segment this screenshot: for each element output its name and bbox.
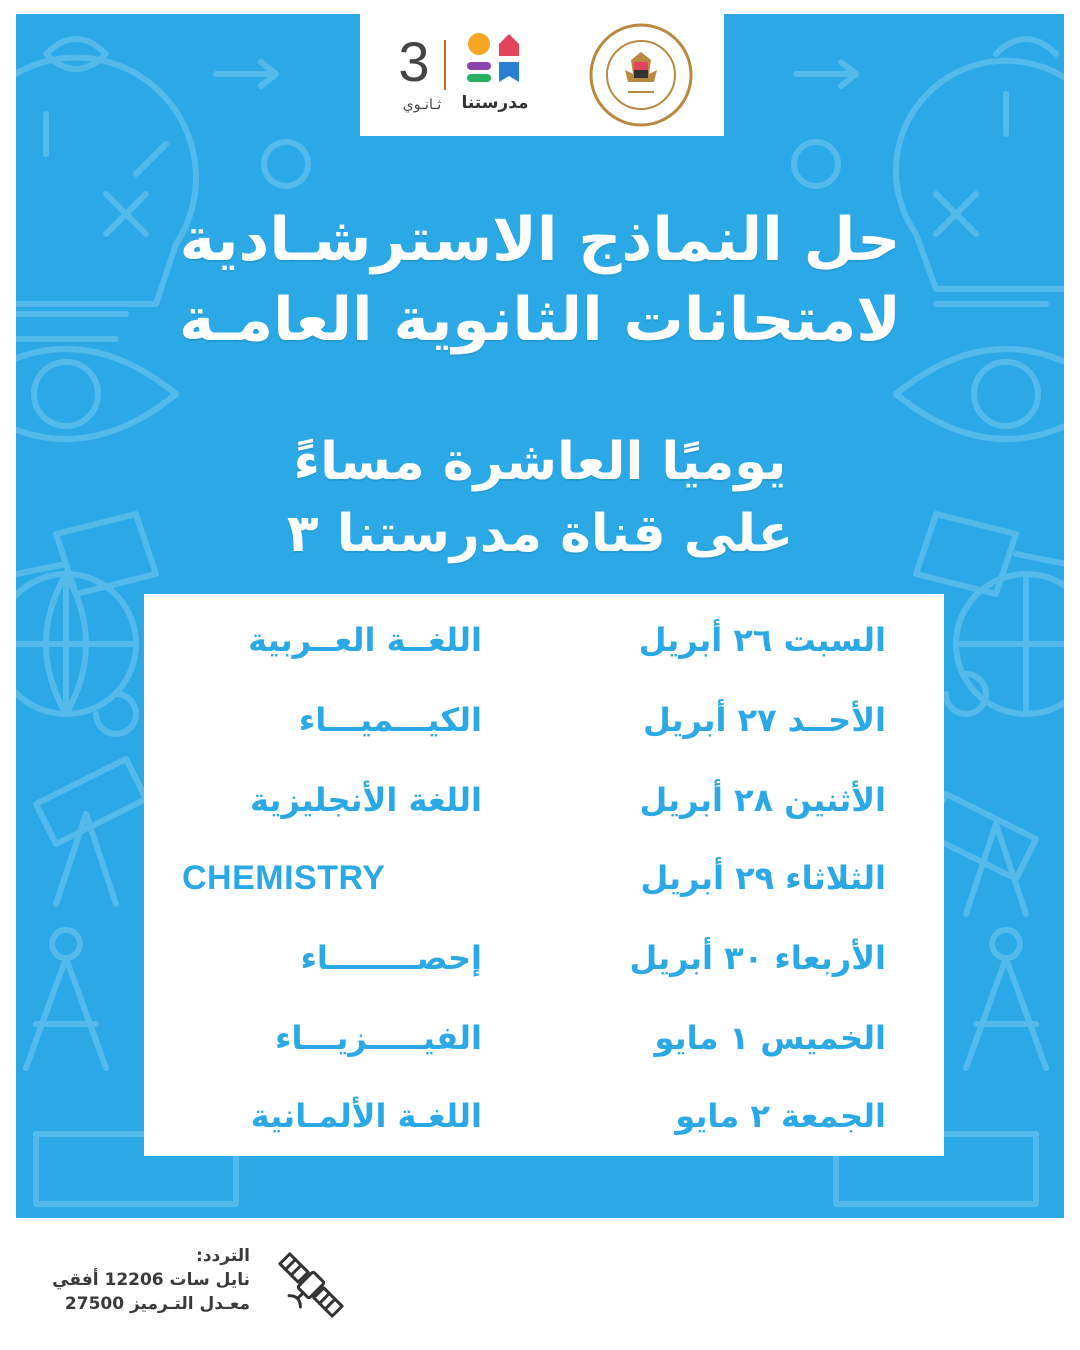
schedule-day: الخميس ١ مايو (654, 1019, 886, 1057)
poster (16, 14, 1064, 1218)
ministry-seal (588, 22, 694, 128)
schedule-subject: CHEMISTRY (182, 859, 386, 897)
madrasatna-logo (460, 30, 530, 122)
headline-line-2: لامتحانات الثانوية العامـة (179, 285, 901, 355)
schedule-day: الأربعاء ٣٠ أبريل (629, 939, 886, 977)
schedule-subject: الكيـــميـــاء (298, 701, 482, 739)
headline-line-1: حل النماذج الاسترشـادية (179, 205, 901, 275)
satellite-icon (270, 1244, 352, 1326)
madrasatna-mark-icon (463, 30, 527, 90)
ministry-seal-icon (588, 22, 694, 128)
schedule-row (144, 610, 944, 670)
compass-icon (26, 930, 106, 1068)
schedule-day: السبت ٢٦ أبريل (638, 621, 886, 659)
schedule-day: الأثنين ٢٨ أبريل (639, 781, 886, 819)
schedule-row (144, 1086, 944, 1146)
schedule-row (144, 1008, 944, 1068)
schedule-row (144, 928, 944, 988)
schedule-day: الأحــد ٢٧ أبريل (642, 701, 886, 739)
schedule-subject: إحصــــــــاء (300, 939, 482, 977)
schedule-row (144, 770, 944, 830)
thanawy-label: ثـانـوي (402, 97, 442, 113)
frequency-label: التردد: (196, 1246, 250, 1266)
frequency-line-1: نايل سات 12206 أفقي (52, 1270, 250, 1290)
frequency-line-2: معـدل التـرميز 27500 (64, 1294, 250, 1314)
thanawy-divider (444, 40, 446, 90)
telescope-icon (36, 759, 146, 904)
frequency-info (30, 1244, 250, 1316)
schedule-subject: اللغة الأنجليزية (250, 781, 482, 819)
schedule-table (144, 594, 944, 1156)
logo-box (360, 14, 724, 136)
thanawy-number: 3 (398, 30, 430, 93)
schedule-subject: اللغــة العــربية (248, 621, 482, 659)
globe-icon (956, 574, 1064, 714)
headline-line-4: على قناة مدرستنا ٣ (286, 504, 794, 564)
headline-sub (56, 426, 1024, 570)
headline-main (56, 200, 1024, 360)
compass-icon (966, 930, 1046, 1068)
thanawy-logo (392, 30, 454, 120)
schedule-subject: الفيـــــزيـــاء (275, 1019, 482, 1057)
schedule-day: الجمعة ٢ مايو (675, 1097, 886, 1135)
headline-line-3: يوميًا العاشرة مساءً (293, 432, 787, 492)
schedule-row (144, 690, 944, 750)
madrasatna-label: مدرستنا (461, 93, 529, 113)
schedule-row (144, 848, 944, 908)
schedule-subject: اللغـة الألمـانية (250, 1097, 482, 1135)
schedule-day: الثلاثاء ٢٩ أبريل (640, 859, 886, 897)
